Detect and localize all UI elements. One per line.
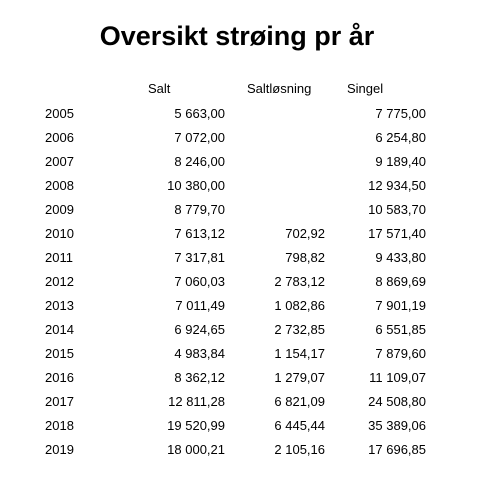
singel-cell: 11 109,07 bbox=[369, 370, 426, 385]
salt-cell: 7 317,81 bbox=[174, 250, 225, 265]
singel-cell: 17 696,85 bbox=[368, 442, 426, 457]
year-cell: 2015 bbox=[45, 346, 74, 361]
salt-cell: 8 362,12 bbox=[174, 370, 225, 385]
salt-cell: 18 000,21 bbox=[167, 442, 225, 457]
singel-cell: 7 879,60 bbox=[375, 346, 426, 361]
salt-cell: 7 011,49 bbox=[175, 298, 225, 313]
singel-cell: 35 389,06 bbox=[368, 418, 426, 433]
salt-cell: 4 983,84 bbox=[174, 346, 225, 361]
saltlosning-cell: 2 105,16 bbox=[274, 442, 325, 457]
singel-cell: 12 934,50 bbox=[368, 178, 426, 193]
column-header-singel: Singel bbox=[347, 81, 384, 96]
year-cell: 2012 bbox=[45, 274, 74, 289]
table-row bbox=[0, 438, 494, 462]
saltlosning-cell: 6 821,09 bbox=[274, 394, 325, 409]
table-row bbox=[0, 270, 494, 294]
table-row bbox=[0, 102, 494, 126]
singel-cell: 9 189,40 bbox=[375, 154, 426, 169]
saltlosning-cell: 1 279,07 bbox=[274, 370, 325, 385]
table-row bbox=[0, 222, 494, 246]
year-cell: 2009 bbox=[45, 202, 74, 217]
saltlosning-cell: 798,82 bbox=[285, 250, 325, 265]
table-row bbox=[0, 294, 494, 318]
salt-cell: 7 072,00 bbox=[174, 130, 225, 145]
table-row bbox=[0, 414, 494, 438]
singel-cell: 9 433,80 bbox=[375, 250, 426, 265]
singel-cell: 8 869,69 bbox=[375, 274, 426, 289]
salt-cell: 7 060,03 bbox=[174, 274, 225, 289]
column-header-salt: Salt bbox=[148, 81, 171, 96]
salt-cell: 5 663,00 bbox=[174, 106, 225, 121]
year-cell: 2013 bbox=[45, 298, 74, 313]
year-cell: 2014 bbox=[45, 322, 74, 337]
table-row bbox=[0, 126, 494, 150]
singel-cell: 17 571,40 bbox=[368, 226, 426, 241]
year-cell: 2018 bbox=[45, 418, 74, 433]
table-header bbox=[0, 77, 494, 101]
table-row bbox=[0, 342, 494, 366]
year-cell: 2016 bbox=[45, 370, 74, 385]
salt-cell: 8 779,70 bbox=[174, 202, 225, 217]
saltlosning-cell: 2 783,12 bbox=[274, 274, 325, 289]
column-header-saltlosning: Saltløsning bbox=[247, 81, 312, 96]
salt-cell: 6 924,65 bbox=[174, 322, 225, 337]
year-cell: 2005 bbox=[45, 106, 74, 121]
table-row bbox=[0, 390, 494, 414]
table-row bbox=[0, 366, 494, 390]
table-row bbox=[0, 150, 494, 174]
singel-cell: 24 508,80 bbox=[368, 394, 426, 409]
year-cell: 2017 bbox=[45, 394, 74, 409]
saltlosning-cell: 702,92 bbox=[285, 226, 325, 241]
table-row bbox=[0, 246, 494, 270]
table-row bbox=[0, 318, 494, 342]
salt-cell: 12 811,28 bbox=[168, 394, 225, 409]
table-row bbox=[0, 174, 494, 198]
singel-cell: 10 583,70 bbox=[368, 202, 426, 217]
year-cell: 2010 bbox=[45, 226, 74, 241]
year-cell: 2007 bbox=[45, 154, 74, 169]
singel-cell: 6 551,85 bbox=[375, 322, 426, 337]
year-cell: 2019 bbox=[45, 442, 74, 457]
saltlosning-cell: 2 732,85 bbox=[274, 322, 325, 337]
year-cell: 2006 bbox=[45, 130, 74, 145]
salt-cell: 10 380,00 bbox=[167, 178, 225, 193]
salt-cell: 8 246,00 bbox=[174, 154, 225, 169]
page-title: Oversikt strøing pr år bbox=[99, 21, 375, 51]
saltlosning-cell: 1 154,17 bbox=[274, 346, 325, 361]
singel-cell: 7 775,00 bbox=[375, 106, 426, 121]
year-cell: 2008 bbox=[45, 178, 74, 193]
year-cell: 2011 bbox=[45, 250, 73, 265]
saltlosning-cell: 1 082,86 bbox=[274, 298, 325, 313]
singel-cell: 7 901,19 bbox=[375, 298, 426, 313]
salt-cell: 19 520,99 bbox=[167, 418, 225, 433]
salt-cell: 7 613,12 bbox=[174, 226, 225, 241]
table-row bbox=[0, 198, 494, 222]
singel-cell: 6 254,80 bbox=[375, 130, 426, 145]
saltlosning-cell: 6 445,44 bbox=[274, 418, 325, 433]
